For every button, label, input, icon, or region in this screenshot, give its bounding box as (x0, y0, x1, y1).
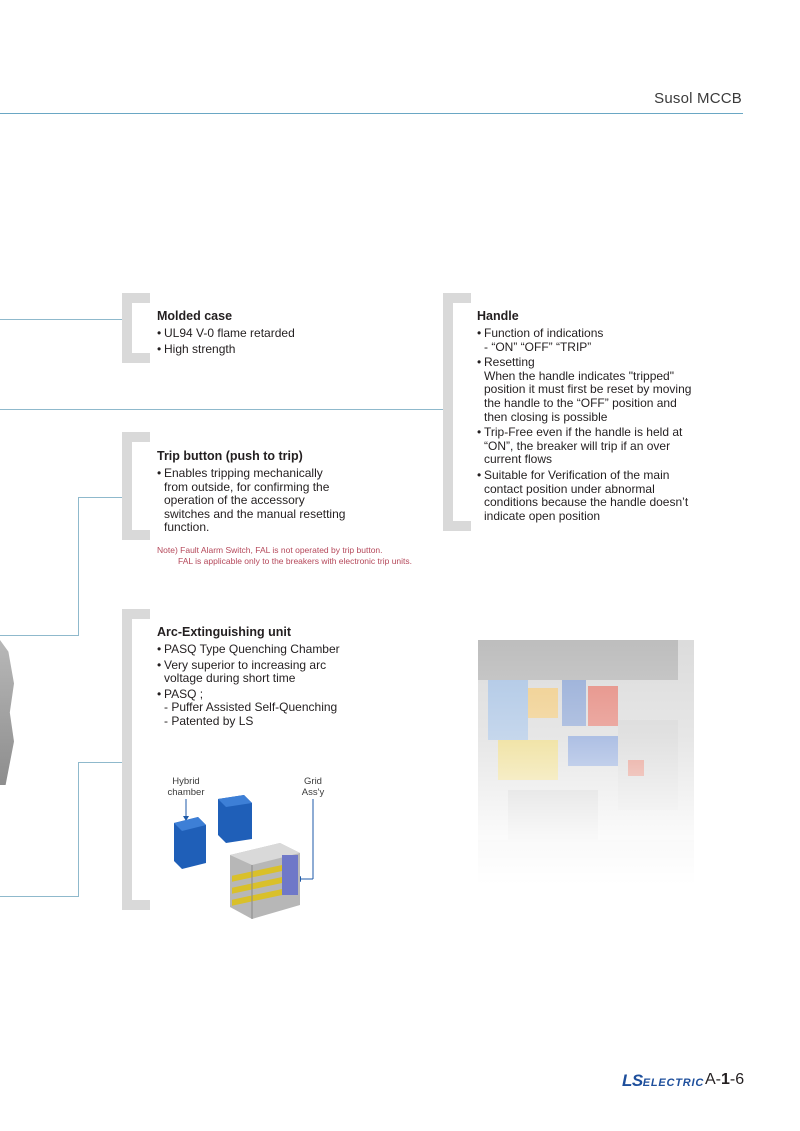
item-main: PASQ ; (164, 686, 204, 701)
section-title: Handle (477, 309, 519, 323)
item-main: Function of indications (484, 326, 604, 340)
page-number (705, 1071, 744, 1089)
item-sub: - Puffer Assisted Self-Quenching (164, 700, 338, 715)
item-main: Trip-Free even if the handle is held at “ON”, the breaker will trip if an over current flows (484, 425, 683, 467)
bracket-molded-case (122, 293, 150, 363)
label-grid-assy: Grid Ass'y (301, 776, 325, 798)
section-molded-case (157, 309, 427, 358)
logo-ls-text: LS (622, 1071, 643, 1090)
list-item: • Very superior to increasing arc voltage during short time (157, 659, 357, 686)
list-item: • UL94 V-0 flame retarded (157, 327, 427, 341)
leader-line-arc-h2 (0, 896, 79, 897)
bracket-trip-button (122, 432, 150, 540)
logo-electric-text: ELECTRIC (642, 1077, 705, 1089)
item-main: Resetting (484, 355, 535, 370)
section-title: Molded case (157, 309, 233, 323)
leader-line-handle (0, 409, 443, 410)
arc-chamber-illustration (160, 795, 340, 925)
leader-line-trip-v (78, 497, 79, 636)
list-item (477, 426, 692, 467)
leader-line-trip-h1 (78, 497, 122, 498)
section-handle (477, 309, 692, 525)
leader-line-trip-h2 (0, 635, 79, 636)
bracket-arc-unit (122, 609, 150, 910)
list-item: • Enables tripping mechanically from outside, for confirming the operation of the accessory switches and the manual resetting function. (157, 467, 347, 535)
list-item: • PASQ Type Quenching Chamber (157, 643, 357, 657)
section-trip-button (157, 449, 347, 537)
label-hybrid-chamber: Hybrid chamber (167, 776, 205, 798)
grid-assembly-illustration (230, 843, 300, 919)
list-item: • High strength (157, 343, 427, 357)
page-suffix: -6 (729, 1071, 745, 1088)
list-item (477, 327, 692, 354)
document-header-title: Susol MCCB (654, 90, 742, 107)
note-line-2: FAL is applicable only to the breakers with electronic trip units. (178, 555, 413, 566)
section-title: Trip button (push to trip) (157, 449, 303, 463)
leader-line-molded-case (0, 319, 122, 320)
fal-note (157, 545, 412, 566)
header-divider (0, 113, 743, 114)
item-main: Suitable for Verification of the main contact position under abnormal conditions because the handle doesn’t indicate open position (484, 467, 689, 523)
page-section-number: 1 (721, 1071, 730, 1088)
mccb-product-photo (478, 640, 694, 885)
leader-line-arc-h1 (78, 762, 122, 763)
leader-line-arc-v (78, 762, 79, 897)
ls-electric-logo (622, 1071, 704, 1091)
mccb-side-product-image (0, 640, 14, 785)
item-sub: When the handle indicates "tripped" position it must first be reset by moving the handle to the “OFF” position and then closing is possible (484, 368, 692, 424)
section-arc-unit (157, 625, 357, 731)
page-prefix: A- (705, 1071, 721, 1088)
item-sub-2: - Patented by LS (164, 713, 254, 728)
section-title: Arc-Extinguishing unit (157, 625, 292, 639)
photo-fade-overlay (478, 640, 694, 885)
bracket-handle (443, 293, 471, 531)
list-item (157, 688, 357, 729)
item-sub: - “ON” “OFF” “TRIP” (484, 339, 592, 354)
list-item (477, 469, 692, 523)
list-item (477, 356, 692, 424)
note-line-1: Note) Fault Alarm Switch, FAL is not operated by trip button. (157, 545, 383, 555)
